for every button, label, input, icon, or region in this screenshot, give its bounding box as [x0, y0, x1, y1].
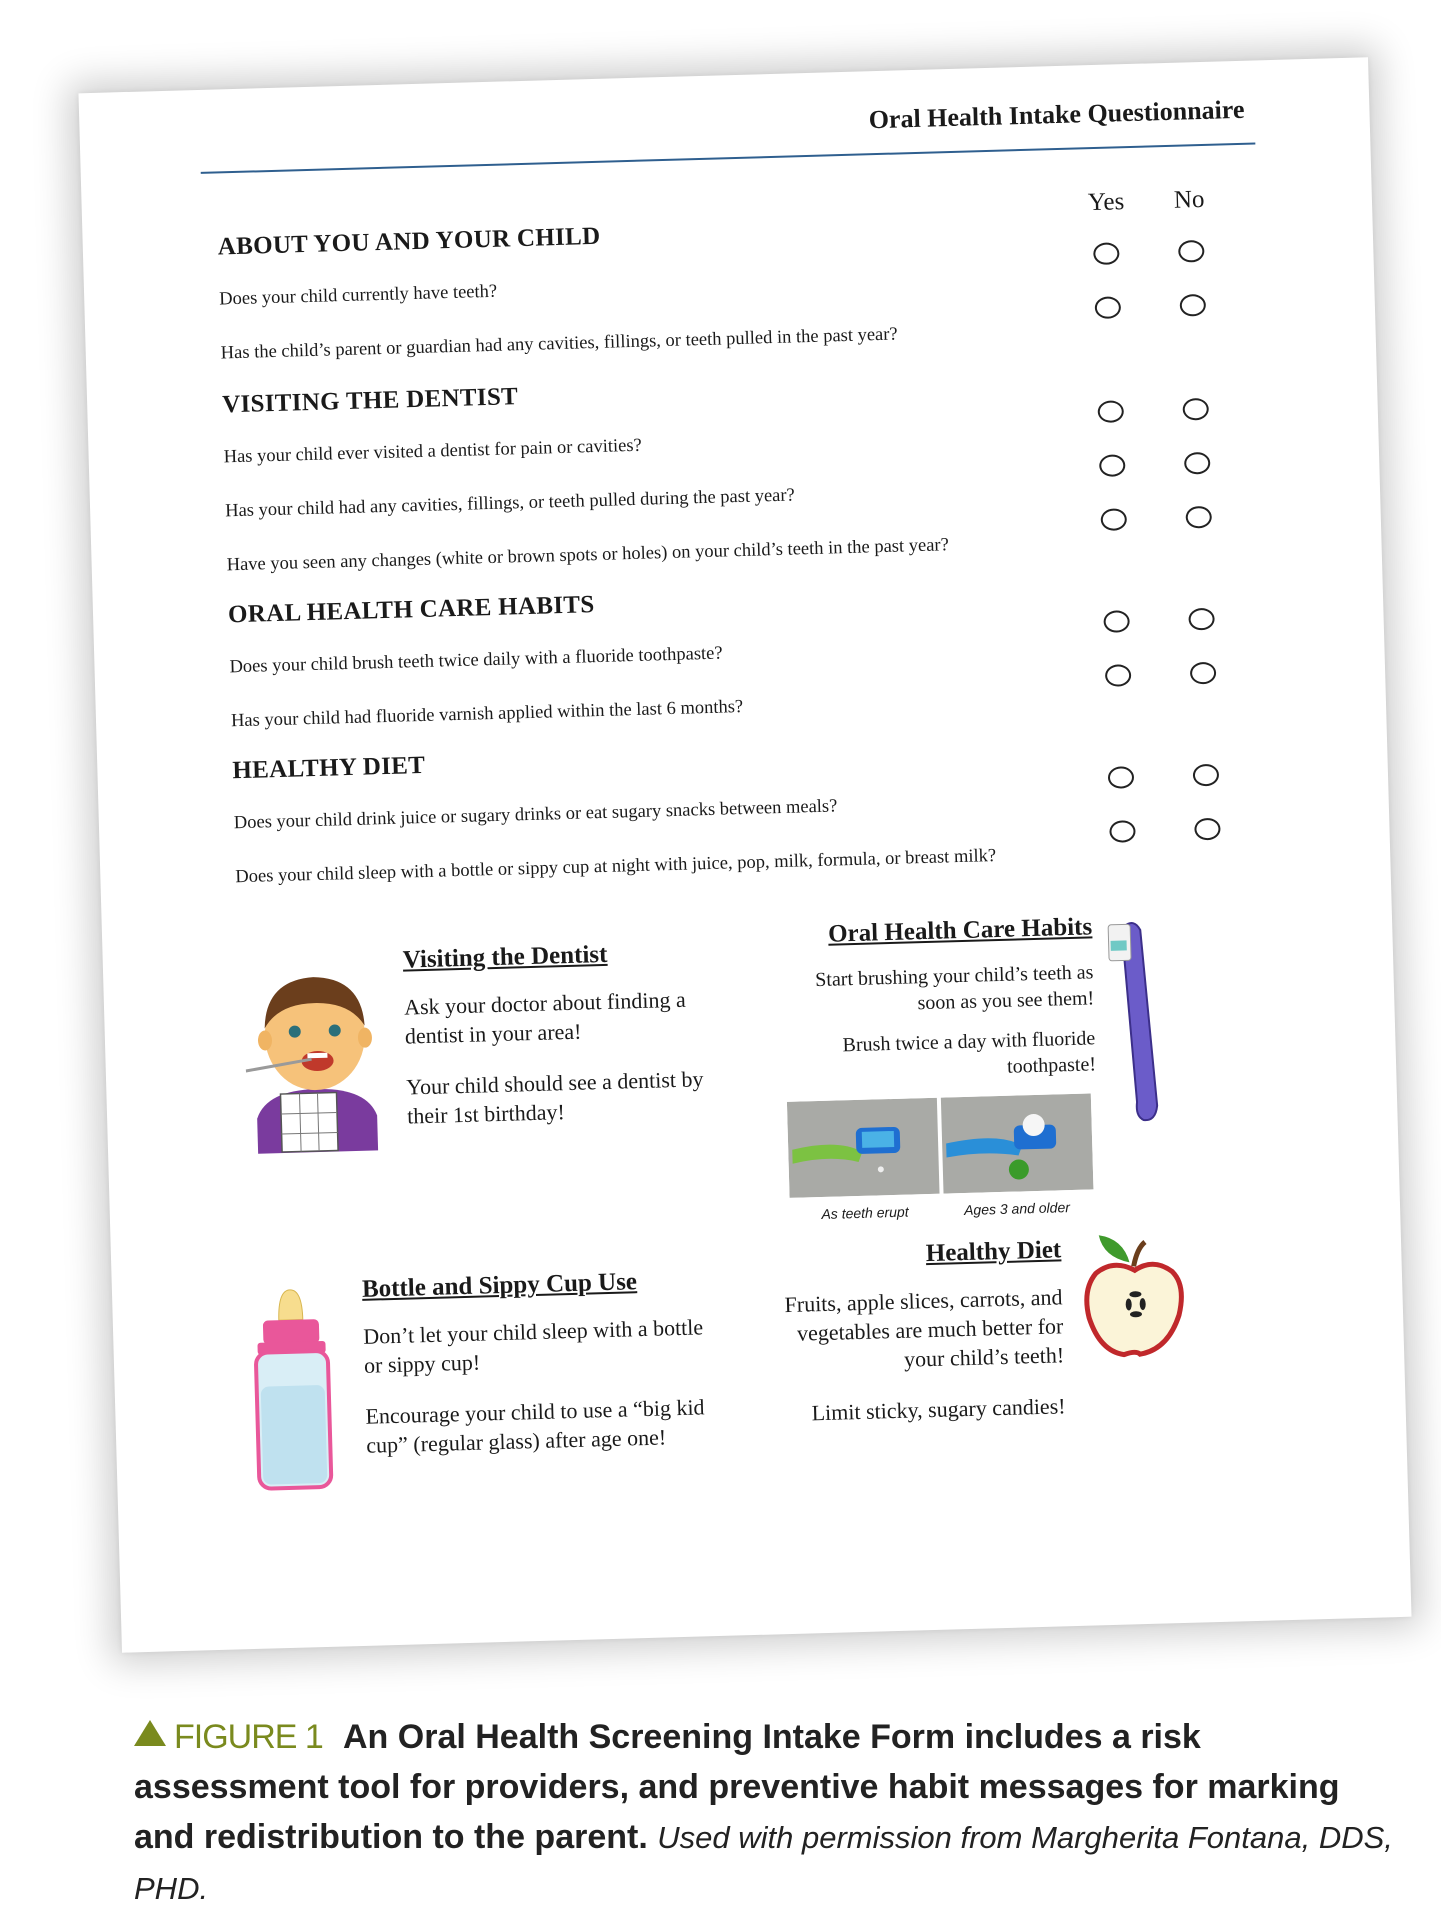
question-row — [231, 674, 1267, 737]
panel-bottle-cup — [362, 1266, 718, 1482]
no-radio[interactable] — [1184, 452, 1211, 475]
photo-caption: Ages 3 and older — [963, 1199, 1071, 1219]
no-radio[interactable] — [1180, 294, 1207, 317]
panel-healthy-diet — [761, 1236, 1067, 1450]
toothpaste-photos — [787, 1093, 1094, 1222]
photo-caption: As teeth erupt — [821, 1203, 909, 1223]
yes-radio[interactable] — [1103, 610, 1130, 633]
yes-radio[interactable] — [1093, 242, 1120, 265]
yes-radio[interactable] — [1095, 296, 1122, 319]
panel-title: Bottle and Sippy Cup Use — [361, 1268, 638, 1303]
question-text: Has the child’s parent or guardian had any cavities, fillings, or teeth pulled in the past year? — [220, 324, 898, 364]
child-dentist-illustration — [243, 965, 389, 1169]
question-row — [235, 830, 1271, 893]
yes-radio[interactable] — [1108, 766, 1135, 789]
question-row — [220, 307, 1256, 370]
section-heading-diet: HEALTHY DIET — [232, 751, 426, 785]
caption-credit: Used with permission from Margherita Fontana, DDS, PHD. — [134, 1820, 1393, 1906]
no-radio[interactable] — [1182, 398, 1209, 421]
panel-text: Encourage your child to use a “big kid cup” (regular glass) after age one! — [365, 1394, 705, 1458]
panel-visiting-dentist — [402, 937, 738, 1152]
panel-text: Brush twice a day with fluoride toothpaste! — [842, 1027, 1097, 1078]
column-header-yes: Yes — [1087, 188, 1125, 217]
question-row — [226, 518, 1262, 581]
question-text: Does your child sleep with a bottle or sippy cup at night with juice, pop, milk, formula, or breast milk? — [235, 845, 997, 888]
no-radio[interactable] — [1188, 608, 1215, 631]
panel-text: Don’t let your child sleep with a bottle or sippy cup! — [362, 1314, 704, 1378]
yes-radio[interactable] — [1097, 400, 1124, 423]
panel-title: Visiting the Dentist — [402, 940, 608, 974]
question-text: Has your child had fluoride varnish applied within the last 6 months? — [230, 696, 744, 732]
section-heading-about: ABOUT YOU AND YOUR CHILD — [217, 222, 601, 261]
apple-illustration — [1079, 1231, 1193, 1364]
question-text: Have you seen any changes (white or brown spots or holes) on your child’s teeth in the past year? — [226, 535, 950, 576]
toothbrush-illustration — [1104, 915, 1190, 1127]
caption-text: An Oral Health Screening Intake Form includes a risk assessment tool for providers, and preventive habit messages for marking and redistribution to the parent. — [134, 1718, 1340, 1856]
no-radio[interactable] — [1185, 506, 1212, 529]
caption-triangle-icon — [134, 1720, 166, 1746]
question-text: Does your child brush teeth twice daily with a fluoride toothpaste? — [229, 643, 723, 678]
figure-caption — [134, 1712, 1394, 1914]
panel-title: Oral Health Care Habits — [827, 913, 1093, 948]
questionnaire-sheet — [78, 57, 1411, 1652]
question-text: Has your child had any cavities, fillings, or teeth pulled during the past year? — [224, 485, 796, 522]
panel-title: Healthy Diet — [925, 1236, 1062, 1268]
panel-text: Ask your doctor about finding a dentist in your area! — [403, 986, 687, 1049]
panel-text: Start brushing your child’s teeth as soon as you see them! — [814, 961, 1095, 1015]
baby-bottle-illustration — [240, 1284, 346, 1497]
no-radio[interactable] — [1194, 818, 1221, 841]
section-heading-habits: ORAL HEALTH CARE HABITS — [227, 591, 595, 629]
figure-label: FIGURE 1 — [174, 1718, 323, 1756]
question-text: Does your child currently have teeth? — [219, 281, 498, 310]
panel-oral-habits — [792, 913, 1097, 1107]
form-title: Oral Health Intake Questionnaire — [868, 94, 1245, 135]
panel-text: Fruits, apple slices, carrots, and vegetables are much better for your child’s teeth! — [784, 1284, 1065, 1372]
no-radio[interactable] — [1178, 240, 1205, 263]
no-radio[interactable] — [1190, 662, 1217, 685]
panel-text: Your child should see a dentist by their 1st birthday! — [405, 1066, 704, 1129]
yes-radio[interactable] — [1100, 508, 1127, 531]
no-radio[interactable] — [1193, 764, 1220, 787]
yes-radio[interactable] — [1109, 820, 1136, 843]
yes-radio[interactable] — [1105, 664, 1132, 687]
yes-radio[interactable] — [1099, 454, 1126, 477]
panel-text: Limit sticky, sugary candies! — [811, 1393, 1066, 1426]
question-text: Does your child drink juice or sugary drinks or eat sugary snacks between meals? — [233, 796, 838, 834]
question-text: Has your child ever visited a dentist for pain or cavities? — [223, 435, 642, 468]
section-heading-visiting: VISITING THE DENTIST — [221, 383, 519, 419]
title-divider — [201, 142, 1256, 173]
column-header-no: No — [1173, 185, 1205, 214]
bib-shape — [280, 1092, 338, 1152]
toothpaste-photo-strip — [787, 1093, 1094, 1197]
